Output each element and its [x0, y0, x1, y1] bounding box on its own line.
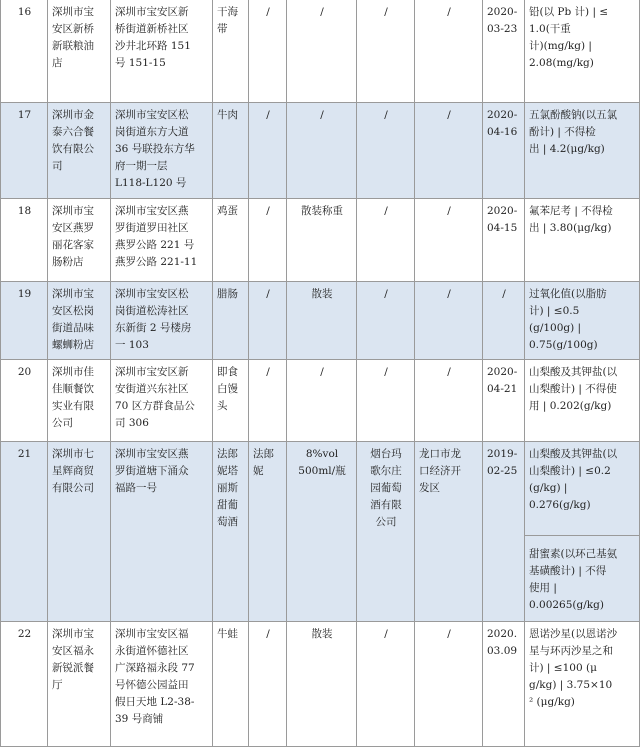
manufacturer: /: [357, 0, 415, 103]
production-date: 2020- 04-16: [483, 103, 525, 199]
sampled-address: 深圳市宝安区松 岗街道松涛社区 东新街 2 号楼房 一 103: [111, 282, 213, 360]
manufacturer: /: [357, 622, 415, 747]
brand: /: [249, 103, 287, 199]
row-number: 22: [1, 622, 48, 747]
product-name: 鸡蛋: [213, 199, 249, 282]
specification: 散装: [287, 282, 357, 360]
manufacturer-address: 龙口市龙 口经济开 发区: [415, 442, 483, 622]
failed-item: 恩诺沙星(以恩诺沙 星与环丙沙星之和 计) | ≤100 (μ g/kg) | 3.75×10 ² (μg/kg): [525, 622, 640, 747]
sampled-unit: 深圳市金 泰六合餐 饮有限公 司: [48, 103, 111, 199]
sampled-address: 深圳市宝安区新 桥街道新桥社区 沙井北环路 151 号 151-15: [111, 0, 213, 103]
production-date: 2019- 02-25: [483, 442, 525, 622]
manufacturer-address: /: [415, 282, 483, 360]
manufacturer-address: /: [415, 103, 483, 199]
specification: /: [287, 0, 357, 103]
specification: 8%vol 500ml/瓶: [287, 442, 357, 622]
failed-item: 过氧化值(以脂肪 计) | ≤0.5 (g/100g) | 0.75(g/100g): [525, 282, 640, 360]
table-row: [1, 0, 640, 103]
specification: 散装: [287, 622, 357, 747]
product-name: 腊肠: [213, 282, 249, 360]
brand: 法郎 妮: [249, 442, 287, 622]
specification: /: [287, 360, 357, 442]
manufacturer-address: /: [415, 622, 483, 747]
manufacturer: /: [357, 282, 415, 360]
sampled-address: 深圳市宝安区新 安街道兴东社区 70 区方群食品公 司 306: [111, 360, 213, 442]
row-number: 20: [1, 360, 48, 442]
failed-item: 山梨酸及其钾盐(以 山梨酸计) | 不得使 用 | 0.202(g/kg): [525, 360, 640, 442]
production-date: 2020- 03-23: [483, 0, 525, 103]
sampled-address: 深圳市宝安区松 岗街道东方大道 36 号联投东方华 府一期一层 L118-L120 号: [111, 103, 213, 199]
table-row: [1, 282, 640, 360]
sampled-address: 深圳市宝安区福 永街道怀德社区 广深路福永段 77 号怀德公园益田 假日天地 L2-38- 39 号商铺: [111, 622, 213, 747]
manufacturer: 烟台玛 歌尔庄 园葡萄 酒有限 公司: [357, 442, 415, 622]
row-number: 19: [1, 282, 48, 360]
manufacturer: /: [357, 199, 415, 282]
manufacturer: /: [357, 103, 415, 199]
brand: /: [249, 622, 287, 747]
table-row: [1, 360, 640, 442]
product-name: 即食 白馒 头: [213, 360, 249, 442]
brand: /: [249, 0, 287, 103]
manufacturer: /: [357, 360, 415, 442]
table-row: [1, 622, 640, 747]
failed-item: 氟苯尼考 | 不得检 出 | 3.80(μg/kg): [525, 199, 640, 282]
table-row: [1, 442, 640, 536]
brand: /: [249, 360, 287, 442]
specification: /: [287, 103, 357, 199]
product-name: 法郎 妮塔 丽斯 甜葡 萄酒: [213, 442, 249, 622]
sampled-unit: 深圳市佳 佳顺餐饮 实业有限 公司: [48, 360, 111, 442]
product-name: 牛肉: [213, 103, 249, 199]
table-row: [1, 103, 640, 199]
failed-item-secondary: 甜蜜素(以环己基氨 基磺酸计) | 不得 使用 | 0.00265(g/kg): [525, 536, 640, 622]
table-row: [1, 199, 640, 282]
production-date: 2020- 04-15: [483, 199, 525, 282]
sampled-unit: 深圳市宝 安区新桥 新联粮油 店: [48, 0, 111, 103]
row-number: 16: [1, 0, 48, 103]
sampled-unit: 深圳市七 星辉商贸 有限公司: [48, 442, 111, 622]
brand: /: [249, 282, 287, 360]
row-number: 17: [1, 103, 48, 199]
sampled-unit: 深圳市宝 安区松岗 街道品味 螺蛳粉店: [48, 282, 111, 360]
production-date: /: [483, 282, 525, 360]
row-number: 21: [1, 442, 48, 622]
manufacturer-address: /: [415, 360, 483, 442]
production-date: 2020- 04-21: [483, 360, 525, 442]
failed-item: 五氯酚酸钠(以五氯 酚计) | 不得检 出 | 4.2(μg/kg): [525, 103, 640, 199]
row-number: 18: [1, 199, 48, 282]
product-name: 牛蛙: [213, 622, 249, 747]
production-date: 2020. 03.09: [483, 622, 525, 747]
manufacturer-address: /: [415, 199, 483, 282]
manufacturer-address: /: [415, 0, 483, 103]
product-name: 干海 带: [213, 0, 249, 103]
sampled-address: 深圳市宝安区燕 罗街道罗田社区 燕罗公路 221 号 燕罗公路 221-11: [111, 199, 213, 282]
sampled-unit: 深圳市宝 安区燕罗 丽花客家 肠粉店: [48, 199, 111, 282]
brand: /: [249, 199, 287, 282]
sampled-unit: 深圳市宝 安区福永 新锐派餐 厅: [48, 622, 111, 747]
specification: 散装称重: [287, 199, 357, 282]
sampled-address: 深圳市宝安区燕 罗街道塘下涌众 福路一号: [111, 442, 213, 622]
failed-item: 铅(以 Pb 计) | ≤ 1.0(干重 计)(mg/kg) | 2.08(mg/kg): [525, 0, 640, 103]
failed-item: 山梨酸及其钾盐(以 山梨酸计) | ≤0.2 (g/kg) | 0.276(g/kg): [525, 442, 640, 536]
